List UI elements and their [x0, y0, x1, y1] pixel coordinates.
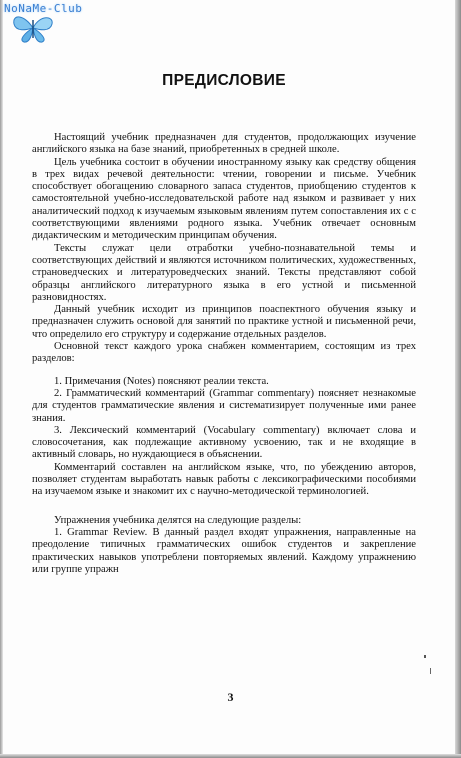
page-edge-bottom	[0, 754, 461, 758]
page-title: ПРЕДИСЛОВИЕ	[162, 72, 286, 89]
spacer	[32, 366, 416, 376]
scan-dust	[424, 655, 426, 658]
watermark-text: NoNaMe-Club	[4, 2, 83, 15]
commentary-section: 3. Лексический комментарий (Vocabulary commentary) включает слова и словосочетания, как подлежащие активному усвоению, так и не входящие в активный словарь, но нуждающиеся в объяснении.	[32, 424, 416, 461]
watermark-logo	[4, 2, 124, 46]
paragraph: Цель учебника состоит в обучении иностранному языку как средству общения в трех видах речевой деятельности: чтении, говорении и письме. Учебник способствует обогащению словарного запаса студентов, приобщению студентов к самостоятельной учебно-исследовательской работе над языком и развивает у них аналитический подход к изучаемым языковым явлениям путем сопоставления их с с соответствующими явлениями родного языка. Учебник отвечает основным дидактическим и методическим принципам обучения.	[32, 156, 416, 242]
paragraph: Комментарий составлен на английском языке, что, по убеждению авторов, позволяет студентам выработать навык работы с лексикографическими пособиями на изучаемом языке и знакомит их с научно-методической терминологией.	[32, 461, 416, 498]
paragraph: Основной текст каждого урока снабжен комментарием, состоящим из трех разделов:	[32, 341, 416, 365]
butterfly-icon	[10, 12, 56, 44]
scan-dust	[430, 668, 431, 674]
page-number: 3	[227, 690, 234, 704]
commentary-section: 2. Грамматический комментарий (Grammar commentary) поясняет незнакомые для студентов грамматические явления и систематизирует полученные ими ранее знания.	[32, 387, 416, 424]
paragraph: Упражнения учебника делятся на следующие разделы:	[54, 514, 302, 526]
page-edge-right	[455, 0, 461, 758]
page-edge-left	[0, 0, 3, 758]
exercise-section: 1. Grammar Review. В данный раздел входят упражнения, направленные на преодоление типичных грамматических ошибок студентов и закрепление практических навыков употреблени повторяемых явлений. Каждому упражнению или группе упражн	[32, 526, 416, 575]
paragraph: Данный учебник исходит из принципов поаспектного обучения языку и предназначен служить основой для занятий по практике устной и письменной речи, что определило его структуру и содержание отдельных разделов.	[32, 304, 416, 340]
paragraph: Тексты служат цели отработки учебно-познавательной темы и соответствующих действий и являются источником политических, художественных, страноведческих и литературоведческих знаний. Тексты представляют собой образцы английского литературного языка в его устной и письменной разновидностях.	[32, 242, 416, 303]
paragraph: Настоящий учебник предназначен для студентов, продолжающих изучение английского языка на базе знаний, приобретенных в средней школе.	[32, 132, 416, 156]
commentary-section: 1. Примечания (Notes) поясняют реалии текста.	[54, 375, 269, 387]
document-body	[32, 72, 416, 576]
spacer	[32, 499, 416, 515]
